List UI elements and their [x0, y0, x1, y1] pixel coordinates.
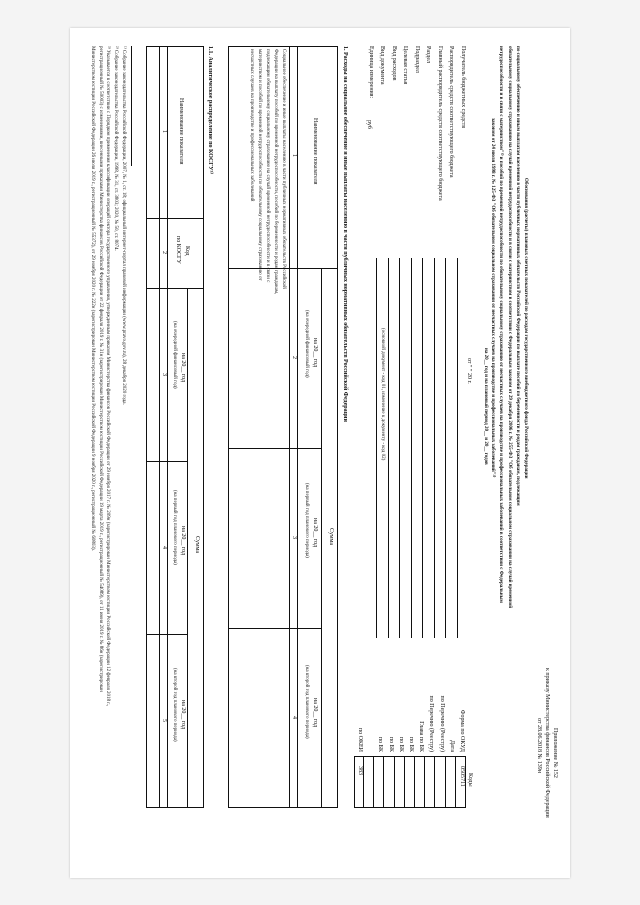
code-row-label: Форма по ОКУД — [459, 709, 465, 752]
section11-col1-desc: (на очередной финансовый год) — [172, 321, 177, 389]
form-label: Вид документа — [379, 46, 386, 85]
section1-row-text-line: Социальное обеспечение и иные выплаты населению в части публичных нормативных обязательств Российской — [281, 49, 286, 289]
section11-col3-desc: (на второй год планового периода) — [172, 668, 177, 742]
section1-num-2: 2 — [291, 356, 297, 359]
code-row-label: Дата — [448, 740, 455, 752]
order-reference-line2: от 28.06.2018 № 139н — [536, 718, 542, 773]
section1-row-text-line: материнством и пособий по временной нетрудоспособности по обязательному социальному страхованию от — [257, 49, 262, 281]
footnote-line: регистрационный № 50003) с изменениями, внесенными приказами Министерства финансов Российской Федерации от 22 февраля 2019 г. № 31н (зарегистрирован Министерством юстиции Российской Федерации 19 марта 2019 г., регистрационный № 54089), от 11 июня 2019 г. № 86н (зарегистрирован — [98, 46, 103, 692]
section11-num-1: 1 — [161, 130, 167, 133]
order-reference-line1: к приказу Министерства финансов Российской Федерации — [544, 668, 550, 818]
title-line-6: на 20__ год и на плановый период 20__ и 20__ годов — [483, 348, 488, 465]
code-row-label: по ОКЕИ — [357, 727, 363, 752]
code-row-divider — [394, 756, 395, 808]
section1-row-text-line: Федерации на выплату пособий по временной нетрудоспособности, пособий по беременности и родам гражданам, — [273, 49, 278, 295]
section11-col3-year: на 20__ год — [180, 700, 186, 730]
section1-num-1: 1 — [291, 154, 297, 157]
form-field-line — [434, 258, 435, 638]
footnote-line: Министерством юстиции Российской Федерации 26 июля 2019 г., регистрационный № 55372), от 29 ноября 2020 г. № 222н (зарегистрирован Министерством юстиции Российской Федерации 9 ноября 2020 г., регистрационный № 60803). — [90, 46, 95, 551]
section1-col1-year: на 20__ год — [312, 338, 318, 368]
footnote-line: ¹⁾ Собрание законодательства Российской Федерации, 2007, № 1, ст. 18; официальный интернет-портал правовой информации (www.pravo.gov.ru), 28 декабря 2020 года. — [121, 46, 126, 405]
code-row-divider — [424, 756, 425, 808]
section11-sum-header: Сумма — [194, 536, 200, 553]
codes-box — [354, 756, 466, 808]
section11-title: 1.1. Аналитическое распределение по КОСГУ³⁾ — [207, 46, 213, 174]
form-label: Получатель бюджетных средств — [460, 46, 466, 129]
code-row-label: по БК — [387, 736, 394, 752]
code-row-divider — [414, 756, 415, 808]
form-label: Вид расходов — [391, 46, 397, 81]
code-row-divider — [363, 756, 364, 808]
code-row-value: 0505711 — [459, 766, 465, 787]
section11-code-l2: по КОСГУ — [175, 236, 181, 264]
code-row-label: Глава по БК — [418, 721, 425, 752]
code-row-label: по Перечню (Реестру) — [428, 695, 435, 752]
form-field-line — [400, 258, 401, 638]
section11-num-4: 4 — [161, 546, 167, 549]
title-line-3: обязательному социальному страхованию на случай временной нетрудоспособности и в связи с материнством в соответствии с Федеральным законом от 29 декабря 2006 г. № 255-ФЗ "Об обязательном социальном страховании на случай временной — [507, 46, 512, 609]
code-row-value: 383 — [357, 766, 363, 775]
form-field-line — [388, 258, 389, 638]
document-page — [70, 28, 570, 878]
section1-col2-desc: (на первый год планового периода) — [304, 483, 309, 558]
section11-col1-year: на 20__ год — [180, 353, 186, 383]
code-row-label: по БК — [397, 736, 404, 752]
section1-row-text-line: несчастных случаев на производстве и профессиональных заболеваний — [249, 49, 254, 202]
code-row-label: по БК — [408, 736, 414, 752]
section11-num-5: 5 — [161, 719, 167, 722]
form-field-line — [377, 258, 378, 638]
section1-col3-desc: (на второй год планового периода) — [304, 665, 309, 739]
code-row-divider — [404, 756, 405, 808]
footnote-separator — [131, 46, 132, 166]
code-row-divider — [373, 756, 374, 808]
code-row-divider — [383, 756, 384, 808]
code-row-divider — [445, 756, 446, 808]
code-row-label: по Перечню (Реестру) — [438, 695, 445, 752]
rotated-landscape-form — [70, 28, 570, 878]
section1-col3-year: на 20__ год — [312, 698, 318, 728]
form-label: Подраздел — [414, 46, 420, 73]
form-label: Единица измерения: — [368, 46, 374, 99]
code-row-divider — [434, 756, 435, 808]
form-label: Распорядитель средств соответствующего бюджета — [448, 46, 455, 178]
title-line-1: Обоснования (расчеты) плановых сметных показателей по расходам государственного внебюджетного фонда Российской Федерации — [523, 178, 528, 479]
codes-header: Коды — [467, 773, 473, 787]
doc-type-hint: (основной документ - код 01, изменение к документу - код 02) — [380, 328, 385, 461]
section11-col2-year: на 20__ год — [180, 526, 186, 556]
title-line-4: нетрудоспособности и в связи с материнством"¹⁾ и пособий по временной нетрудоспособности по обязательному социальному страхованию от несчастных случаев на производстве и профессиональных заболеваний в соответствии с Федеральным — [498, 46, 503, 603]
section1-num-3: 3 — [291, 536, 297, 539]
section1-title: 1. Расходы на социальное обеспечение и иные выплаты населению в части публичных нормативных обязательств Российской Федерации — [342, 46, 348, 422]
form-field-line — [423, 258, 424, 638]
section11-col-name: Наименование показателя — [178, 98, 184, 165]
form-label: Целевая статья — [402, 46, 409, 85]
section1-sum-header: Сумма — [328, 528, 334, 545]
code-row-label: по БК — [377, 736, 384, 752]
footnote-line: ²⁾ Собрание законодательства Российской Федерации, 1998, № 31, ст. 3803; 2020, № 50, ст. 8074. — [113, 46, 118, 251]
section11-num-3: 3 — [161, 373, 167, 376]
form-field-line — [457, 258, 458, 638]
title-line-5: законом от 24 июля 1998 г. № 125-ФЗ "Об обязательном социальном страховании от несчастных случаев на производстве и профессиональных заболеваний"²⁾ — [490, 118, 495, 478]
date-line: от " " 20 г. — [466, 358, 472, 384]
section1-col1-desc: (на очередной финансовый год) — [304, 310, 309, 378]
section11-num-2: 2 — [161, 251, 167, 254]
form-field-line — [411, 258, 412, 638]
section1-col2-year: на 20__ год — [312, 518, 318, 548]
section1-row-text-line: подлежащим обязательному социальному страхованию на случай временной нетрудоспособности и в связи с — [265, 49, 270, 283]
section1-col-name: Наименование показателя — [312, 118, 318, 185]
form-label: Раздел — [425, 46, 432, 63]
footnote-line: ³⁾ Указывается в соответствии с Порядком применения классификации операций сектора государственного управления, утвержденным приказом Министерства финансов Российской Федерации от 29 ноября 2017 г. № 209н (зарегистрирован Министерством юстиции Российской Федерации 12 февраля 2018 г., — [105, 46, 110, 707]
code-row-divider — [455, 756, 456, 808]
appendix-number: Приложение № 152 — [552, 728, 558, 778]
section11-col2-desc: (на первый год планового периода) — [172, 490, 177, 565]
section1-num-4: 4 — [291, 716, 297, 719]
title-line-2: по социальному обеспечению и иным выплатам населению в части публичных нормативных обязательств Российской Федерации по выплате пособий по беременности и родам гражданам, подлежащим — [515, 46, 520, 506]
form-field-line — [446, 258, 447, 638]
section11-code-l1: Код — [184, 246, 190, 256]
unit-value: руб — [366, 120, 372, 129]
form-label: Главный распорядитель средств соответствующего бюджета — [437, 46, 443, 201]
